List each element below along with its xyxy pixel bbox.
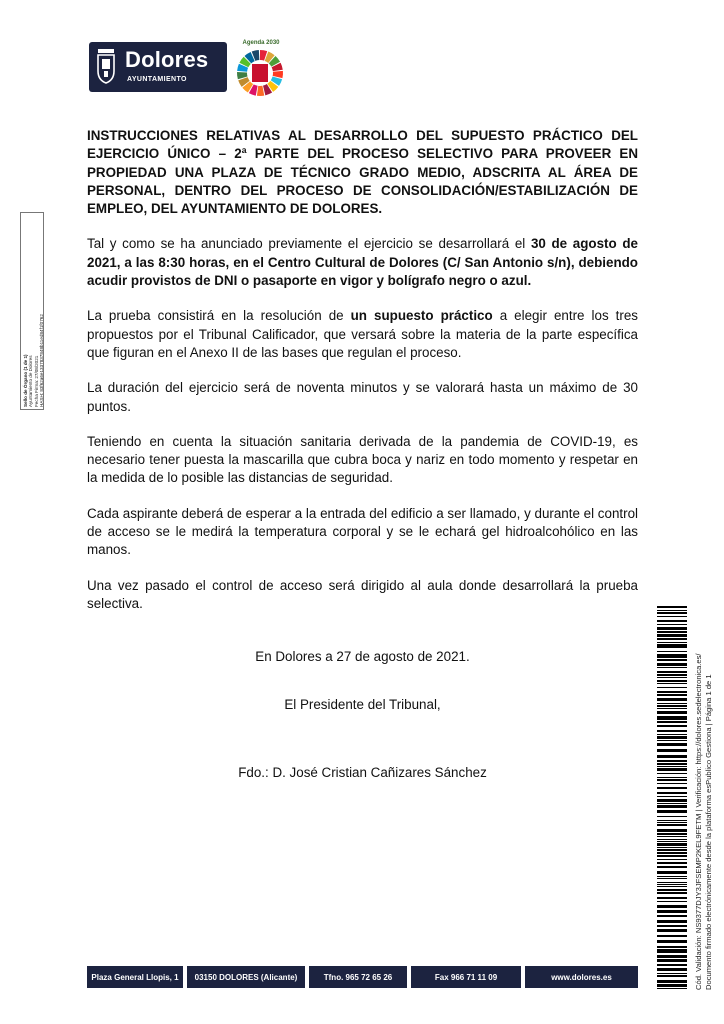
logo-subtitle: AYUNTAMIENTO: [127, 76, 187, 83]
barcode-bar: [657, 833, 687, 835]
barcode-bar: [657, 763, 687, 765]
role-line: El Presidente del Tribunal,: [284, 697, 441, 712]
stamp-line-4: HASH: 83f62a6e1337837848b11ed84f1f0762: [39, 314, 45, 407]
barcode-bar: [657, 799, 687, 802]
barcode-bar: [657, 929, 687, 932]
paragraph-test-c: a elegir entre los tres propuestos por el Tribunal Calificador, que versará sobre la materia de la parte específica que figuran en el Anexo II de las bases que regulan el proceso.: [87, 308, 638, 360]
barcode-bar: [657, 805, 687, 808]
barcode-bar: [657, 892, 687, 894]
verification-line-2: Documento firmado electrónicamente desde la plataforma esPublico Gestiona | Página 1 de 1: [704, 674, 713, 990]
barcode-bar: [657, 839, 687, 840]
barcode-bar: [657, 824, 687, 826]
signature-line: Fdo.: D. José Cristian Cañizares Sánchez: [238, 765, 487, 780]
barcode-bar: [657, 708, 687, 709]
barcode-bar: [657, 796, 687, 797]
barcode-bar: [657, 616, 687, 617]
barcode-bar: [657, 644, 687, 648]
barcode-bar: [657, 659, 687, 661]
barcode-bar: [657, 766, 687, 767]
barcode-bar: [657, 624, 687, 625]
barcode-bar: [657, 691, 687, 693]
barcode-bar: [657, 620, 687, 622]
sdg-wheel-logo: [231, 40, 289, 98]
barcode-bar: [657, 705, 687, 707]
dolores-logo: [89, 42, 227, 92]
barcode-bar: [657, 631, 687, 633]
organ-stamp: [20, 212, 44, 410]
paragraph-duration: La duración del ejercicio será de noventa minutos y se valorará hasta un máximo de 30 puntos.: [87, 380, 638, 414]
barcode-bar: [657, 910, 687, 913]
barcode-bar: [657, 783, 687, 784]
barcode-bar: [657, 792, 687, 794]
footer-city: 03150 DOLORES (Alicante): [187, 966, 305, 988]
barcode-bar: [657, 980, 687, 983]
barcode-bar: [657, 889, 687, 891]
barcode-bar: [657, 855, 687, 857]
barcode-bar: [657, 822, 687, 823]
barcode-bar: [657, 721, 687, 723]
barcode-bar: [657, 667, 687, 668]
barcode-bar: [657, 876, 687, 877]
paragraph-test-b: un supuesto práctico: [350, 308, 493, 324]
barcode-bar: [657, 638, 687, 640]
barcode-bar: [657, 862, 687, 864]
barcode-bar: [657, 849, 687, 851]
barcode-bar: [657, 777, 687, 778]
barcode-bar: [657, 725, 687, 727]
barcode-bar: [657, 687, 687, 688]
paragraph-test-a: La prueba consistirá en la resolución de: [87, 308, 351, 324]
barcode-bar: [657, 810, 687, 813]
barcode-bar: [657, 787, 687, 789]
barcode-bar: [657, 884, 687, 885]
barcode-bar: [657, 612, 687, 614]
barcode-bar: [657, 677, 687, 678]
barcode-bar: [657, 734, 687, 735]
footer-web: www.dolores.es: [525, 966, 638, 988]
barcode-bar: [657, 683, 687, 684]
barcode-bar: [657, 606, 687, 608]
barcode-bar: [657, 897, 687, 899]
barcode-bar: [657, 627, 687, 630]
paragraph-schedule-details: 30 de agosto de 2021, a las 8:30 horas, en el Centro Cultural de Dolores (C/ San Antonio s/n), debiendo acudir provistos de DNI o pasaporte en vigor y bolígrafo negro o azul.: [87, 236, 638, 289]
paragraph-schedule-intro: Tal y como se ha anunciado previamente el ejercicio se desarrollará el: [87, 236, 531, 252]
barcode-bar: [657, 768, 687, 771]
document-title: INSTRUCCIONES RELATIVAS AL DESARROLLO DEL SUPUESTO PRÁCTICO DEL EJERCICIO ÚNICO – 2ª PARTE DEL PROCESO SELECTIVO PARA PROVEER EN PROPIEDAD UNA PLAZA DE TÉCNICO GRADO MEDIO, ADSCRITA AL ÁREA DE PERSONAL, DENTRO DEL PROCESO DE CONSOLIDACIÓN/ESTABILIZACIÓN DE EMPLEO, DEL AYUNTAMIENTO DE DOLORES.: [87, 128, 638, 217]
barcode-bar: [657, 610, 687, 611]
barcode-bar: [657, 882, 687, 883]
barcode-bar: [657, 973, 687, 974]
barcode-bar: [657, 634, 687, 637]
barcode-bar: [657, 749, 687, 752]
stamp-line-3: Fecha Firma: 27/08/2021: [33, 355, 39, 407]
stamp-line-1: Sello de Órgano (1 de 1): [23, 354, 28, 407]
barcode-bar: [657, 871, 687, 874]
stamp-line-2: Ayuntamiento de Dolores: [28, 355, 34, 407]
footer-address: Plaza General Llopis, 1: [87, 966, 183, 988]
paragraph-schedule: [87, 235, 638, 290]
barcode-bar: [657, 920, 687, 923]
sdg-center: [252, 64, 268, 82]
barcode-bar: [657, 984, 687, 987]
crest-icon: [95, 47, 117, 85]
barcode-bar: [657, 964, 687, 966]
barcode-icon: [657, 606, 687, 990]
barcode-bar: [657, 925, 687, 927]
footer-phone: Tfno. 965 72 65 26: [309, 966, 407, 988]
paragraph-access: Cada aspirante deberá de esperar a la entrada del edificio a ser llamado, y durante el control de acceso se le medirá la temperatura corporal y se le echará gel hidroalcohólico en las manos.: [87, 505, 638, 558]
barcode-bar: [657, 730, 687, 732]
barcode-bar: [657, 852, 687, 854]
barcode-bar: [657, 940, 687, 943]
barcode-bar: [657, 743, 687, 746]
paragraph-test: [87, 307, 638, 362]
barcode-bar: [657, 975, 687, 977]
barcode-bar: [657, 935, 687, 937]
paragraph-classroom: Una vez pasado el control de acceso será dirigido al aula donde desarrollará la prueba selectiva.: [87, 577, 638, 611]
barcode-bar: [657, 698, 687, 701]
barcode-bar: [657, 959, 687, 962]
verification-stamp: [690, 606, 720, 990]
barcode-bar: [657, 671, 687, 673]
barcode-bar: [657, 642, 687, 643]
footer-fax: Fax 966 71 11 09: [411, 966, 521, 988]
sdg-label: Agenda 2030: [242, 40, 280, 46]
barcode-bar: [657, 988, 687, 989]
barcode-bar: [657, 773, 687, 774]
barcode-bar: [657, 654, 687, 658]
barcode-bar: [657, 878, 687, 879]
paragraph-covid: Teniendo en cuenta la situación sanitaria derivada de la pandemia de COVID-19, es necesario tener puesta la mascarilla que cubra boca y nariz en todo momento y respetar en la medida de lo posible las distancias de seguridad.: [87, 433, 638, 486]
barcode-bar: [657, 886, 687, 887]
barcode-bar: [657, 816, 687, 817]
barcode-bar: [657, 736, 687, 739]
barcode-bar: [657, 836, 687, 837]
barcode-bar: [657, 674, 687, 676]
barcode-bar: [657, 711, 687, 714]
barcode-bar: [657, 703, 687, 704]
barcode-bar: [657, 866, 687, 868]
barcode-bar: [657, 740, 687, 741]
barcode-bar: [657, 841, 687, 842]
barcode-bar: [657, 651, 687, 652]
sdg-wheel-icon: [231, 40, 289, 98]
barcode-bar: [657, 663, 687, 666]
logo-name: Dolores: [125, 47, 209, 72]
barcode-bar: [657, 949, 687, 953]
sdg-segment: [257, 86, 264, 96]
barcode-bar: [657, 716, 687, 720]
barcode-bar: [657, 680, 687, 682]
barcode-bar: [657, 847, 687, 848]
barcode-bar: [657, 829, 687, 832]
barcode-bar: [657, 968, 687, 971]
barcode-bar: [657, 779, 687, 781]
barcode-bar: [657, 755, 687, 758]
barcode-bar: [657, 803, 687, 804]
barcode-bar: [657, 843, 687, 846]
barcode-bar: [657, 694, 687, 696]
barcode-bar: [657, 901, 687, 902]
organ-stamp-text: [21, 213, 45, 411]
barcode-bar: [657, 905, 687, 908]
barcode-bar: [657, 760, 687, 762]
document-body: [87, 127, 638, 613]
date-line: En Dolores a 27 de agosto de 2021.: [255, 649, 470, 664]
barcode-bar: [657, 859, 687, 860]
barcode-bar: [657, 955, 687, 958]
barcode-bar: [657, 820, 687, 821]
barcode-bar: [657, 946, 687, 948]
verification-text: [690, 606, 720, 990]
footer-bar: [87, 966, 638, 988]
barcode-bar: [657, 915, 687, 917]
verification-line-1: Cód. Validación: NS9377DJY3JFSEMP2KEL9FETM | Verificación: https://dolores.sedelectronica.es/: [694, 653, 703, 990]
